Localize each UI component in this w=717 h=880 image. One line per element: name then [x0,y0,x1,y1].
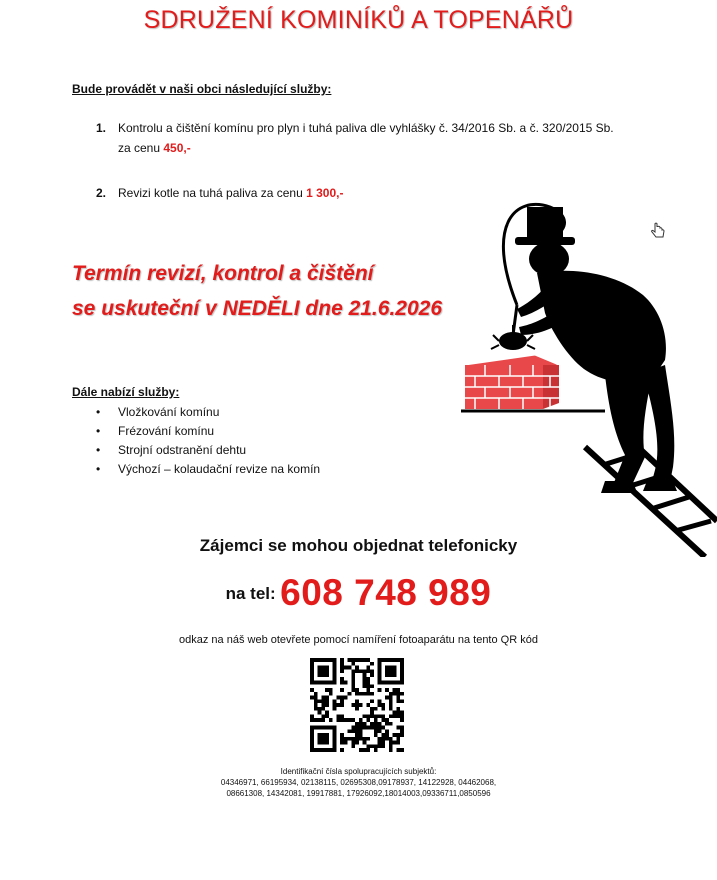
list-item: • Výchozí – kolaudační revize na komín [96,460,320,479]
hand-cursor-icon [650,222,666,240]
brick-chimney-icon [465,355,559,409]
ids-line-1: 04346971, 66195934, 02138115, 02695308,09178937, 14122928, 04462068, [220,778,497,787]
more-services-list [96,403,320,479]
more-services-title: Dále nabízí služby: [72,385,180,399]
tel-prefix: na tel: [225,584,276,603]
list-item: • Vložkování komínu [96,403,320,422]
qr-note: odkaz na náš web otevřete pomocí namíření fotoaparátu na tento QR kód [179,634,538,646]
phone-number[interactable]: 608 748 989 [280,572,492,613]
contact-heading: Zájemci se mohou objednat telefonicky [199,536,518,555]
phone-row [0,572,717,614]
company-ids [0,766,717,799]
ids-line-2: 08661308, 14342081, 19917881, 17926092,18014003,09336711,0850596 [226,789,491,798]
list-item: • Frézování komínu [96,422,320,441]
service-price: 450,- [163,141,191,155]
qr-code-icon[interactable] [310,658,404,752]
termin-line-2: se uskuteční v NEDĚLI dne 21.6.2026 [72,297,443,320]
service-price: 1 300,- [306,186,344,200]
termin-line-1: Termín revizí, kontrol a čištění [72,262,374,285]
service-text: Revizi kotle na tuhá paliva za cenu [118,186,303,200]
service-number: 2. [96,186,107,200]
page-title: SDRUŽENÍ KOMINÍKŮ A TOPENÁŘŮ [143,6,574,34]
service-text: Kontrolu a čištění komínu pro plyn i tuhá paliva dle vyhlášky č. 34/2016 Sb. a č. 320/2015 Sb. za cenu [118,121,614,155]
chimney-sweep-illustration [455,185,717,557]
list-item: • Strojní odstranění dehtu [96,441,320,460]
ids-label: Identifikační čísla spolupracujících subjektů: [280,767,437,776]
service-item-1 [96,118,616,158]
services-intro: Bude provádět v naši obci následující služby: [72,82,332,96]
service-number: 1. [96,121,107,135]
